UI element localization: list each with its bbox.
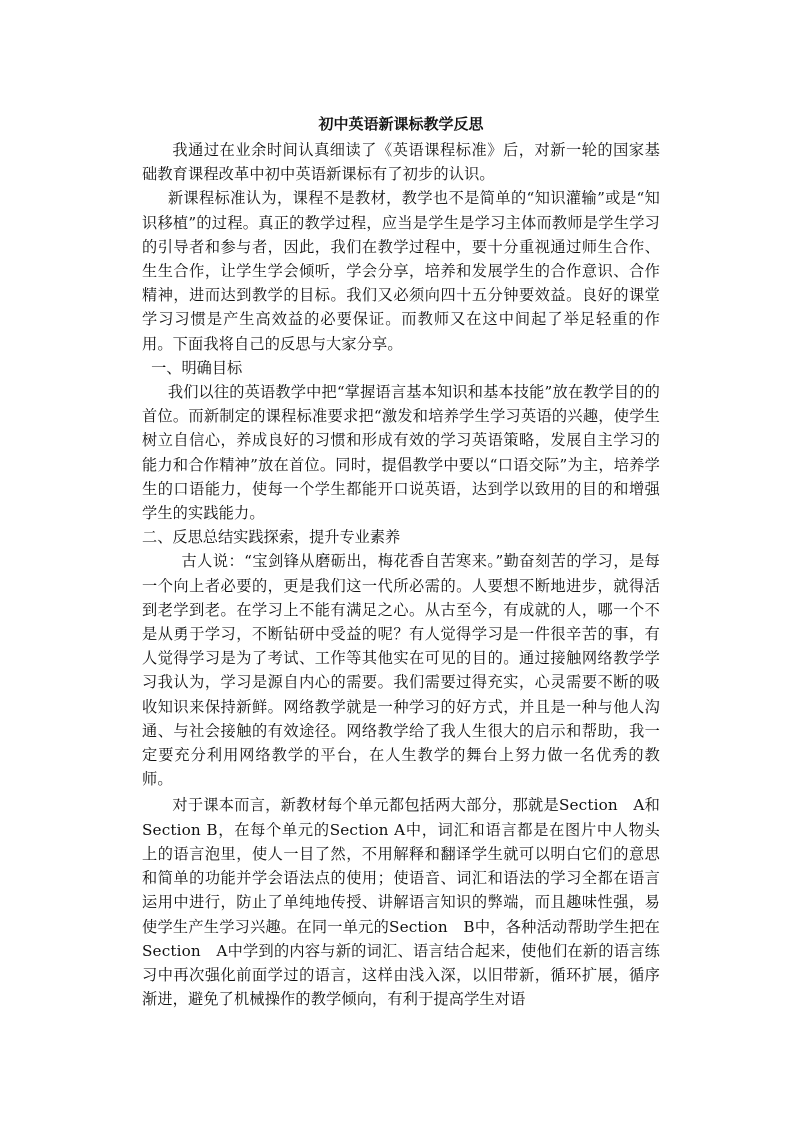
section-2-paragraph-1: 古人说：“宝剑锋从磨砺出，梅花香自苦寒来。”勤奋刻苦的学习，是每一个向上者必要的，更是我们这一代所必需的。人要想不断地进步，就得活到老学到老。在学习上不能有满足之心。从古至今，有成就的人，哪一个不是从勇于学习，不断钻研中受益的呢？有人觉得学习是一件很辛苦的事，有人觉得学习是为了考试、工作等其他实在可见的目的。通过接触网络教学学习我认为，学习是源自内心的需要。我们需要过得充实，心灵需要不断的吸收知识来保持新鲜。网络教学就是一种学习的好方式，并且是一种与他人沟通、与社会接触的有效途径。网络教学给了我人生很大的启示和帮助，我一定要充分利用网络教学的平台，在人生教学的舞台上努力做一名优秀的教师。 (142, 552, 660, 789)
section-1-heading: 一、明确目标 (151, 358, 243, 377)
intro-paragraph: 我通过在业余时间认真细读了《英语课程标准》后，对新一轮的国家基础教育课程改革中初中英语新课标有了初步的认识。 (142, 141, 660, 184)
curriculum-paragraph: 新课程标准认为，课程不是教材，教学也不是简单的“知识灌输”或是“知识移植”的过程。真正的教学过程，应当是学生是学习主体而教师是学生学习的引导者和参与者，因此，我们在教学过程中，要十分重视通过师生合作、生生合作，让学生学会倾听，学会分享，培养和发展学生的合作意识、合作精神，进而达到教学的目标。我们又必须向四十五分钟要效益。良好的课堂学习习惯是产生高效益的必要保证。而教师又在这中间起了举足轻重的作用。下面我将自己的反思与大家分享。 (142, 189, 660, 353)
section-1-paragraph: 我们以往的英语教学中把“掌握语言基本知识和基本技能”放在教学目的的首位。而新制定的课程标准要求把“激发和培养学生学习英语的兴趣，使学生树立自信心，养成良好的习惯和形成有效的学习英语策略，发展自主学习的能力和合作精神”放在首位。同时，提倡教学中要以“口语交际”为主，培养学生的口语能力，使每一个学生都能开口说英语，达到学以致用的目的和增强学生的实践能力。 (142, 383, 660, 523)
section-2-heading: 二、反思总结实践探索，提升专业素养 (142, 528, 401, 547)
document-title: 初中英语新课标教学反思 (318, 115, 484, 133)
section-2-paragraph-2: 对于课本而言，新教材每个单元都包括两大部分，那就是Section A和Section B，在每个单元的Section A中，词汇和语言都是在图片中人物头上的语言泡里，使人一目了然，不用解释和翻译学生就可以明白它们的意思和简单的功能并学会语法点的使用；使语音、词汇和语法的学习全都在语言运用中进行，防止了单纯地传授、讲解语言知识的弊端，而且趣味性强，易使学生产生学习兴趣。在同一单元的Section B中，各种活动帮助学生把在Section A中学到的内容与新的词汇、语言结合起来，使他们在新的语言练习中再次强化前面学过的语言，这样由浅入深，以旧带新，循环扩展，循序渐进，避免了机械操作的教学倾向，有利于提高学生对语 (142, 796, 660, 1009)
document-page (142, 112, 660, 1011)
